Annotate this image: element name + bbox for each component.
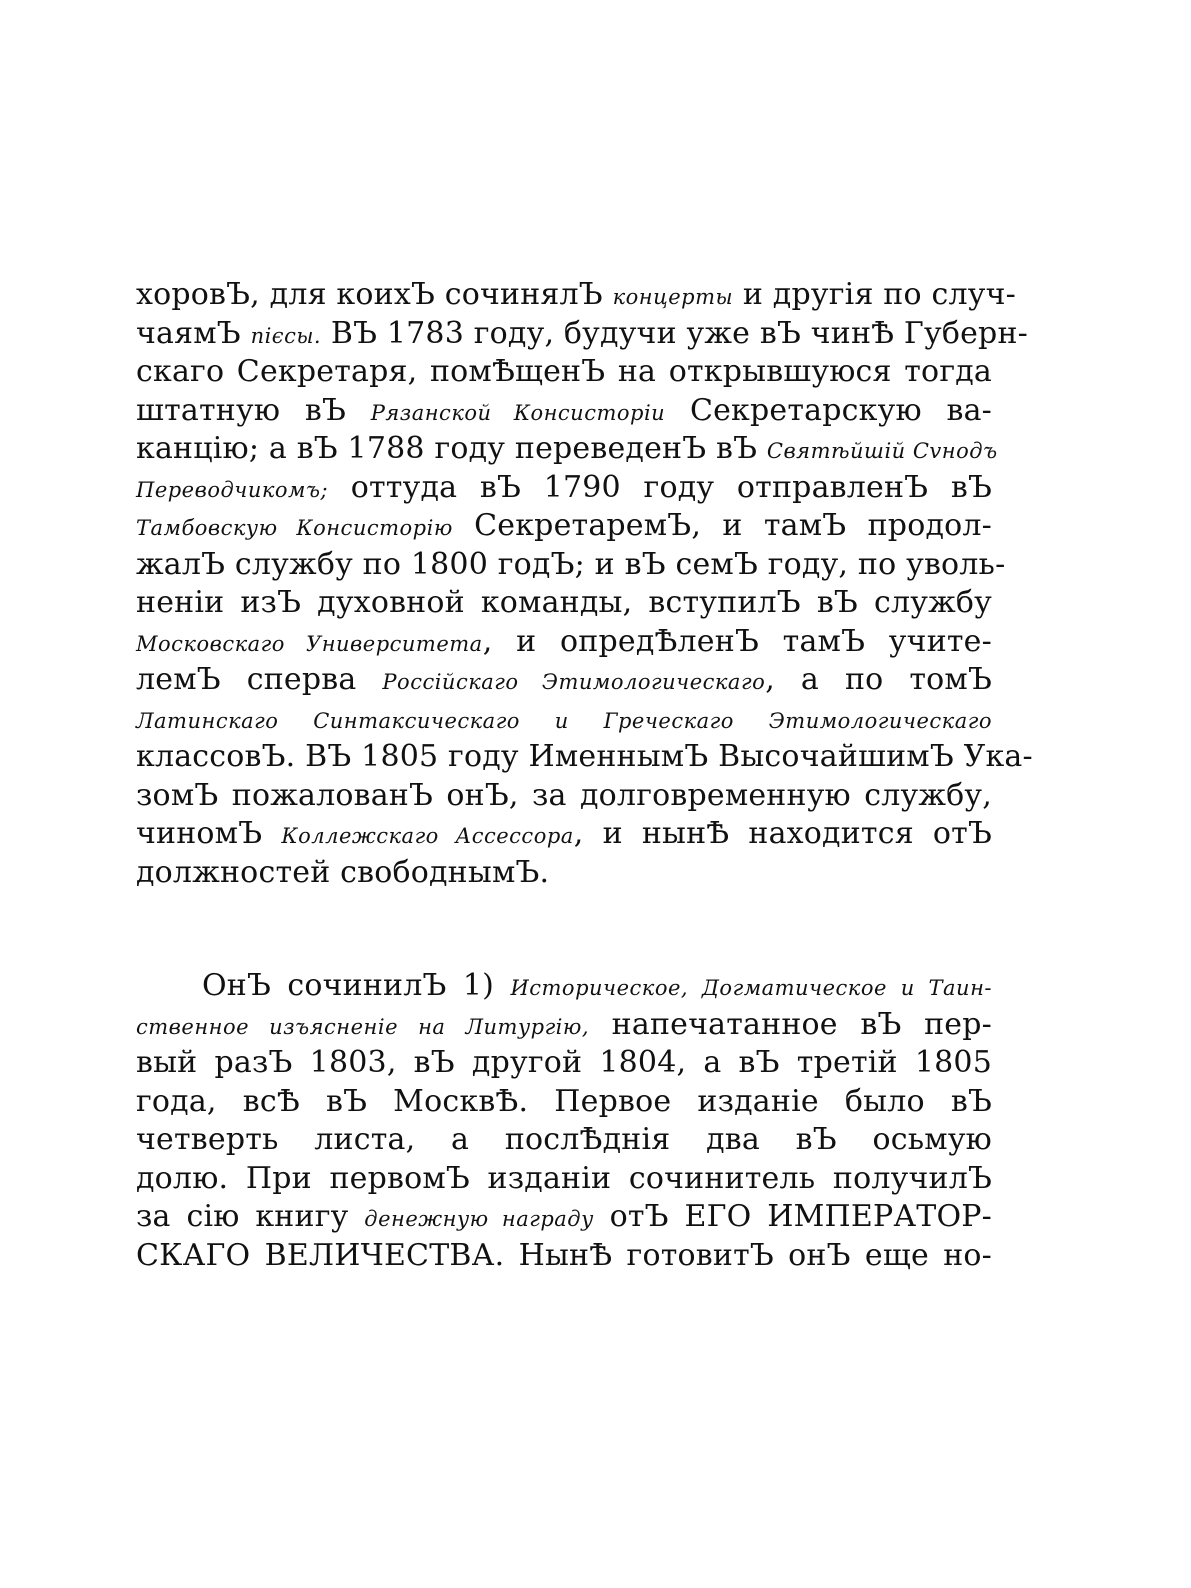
text-line xyxy=(136,276,1016,315)
text-line xyxy=(136,546,1006,585)
text-segment: , и опредѢленЪ тамЪ учите- xyxy=(482,623,992,659)
italic-text: Тамбовскую Консисторію xyxy=(136,516,453,540)
text-segment: , и нынѢ находится отЪ xyxy=(573,816,992,851)
text-segment: напечатанное вЪ пер- xyxy=(589,1006,992,1042)
italic-text: Переводчикомъ; xyxy=(136,477,329,502)
italic-text: Россійскаго Этимологическаго xyxy=(382,670,766,694)
text-line xyxy=(136,507,992,546)
text-segment: должностей свободнымЪ. xyxy=(136,854,550,890)
text-segment: чиномЪ xyxy=(136,816,282,851)
text-segment: неніи изЪ духовной команды, вступилЪ вЪ службу xyxy=(136,585,992,620)
text-line xyxy=(136,967,992,1006)
text-segment: штатную вЪ xyxy=(136,392,371,428)
text-line xyxy=(136,777,992,816)
text-line xyxy=(136,700,992,739)
italic-text: Московскаго Университета xyxy=(136,631,483,656)
text-line xyxy=(136,623,992,662)
italic-text: Латинскаго Синтаксическаго и Греческаго Этимологическаго xyxy=(136,708,992,733)
text-line xyxy=(136,584,992,623)
text-line xyxy=(136,1160,992,1199)
italic-text: Святѣйшій Сvнодъ xyxy=(766,439,998,463)
text-segment: СекретаремЪ, и тамЪ продол- xyxy=(452,508,992,543)
text-line xyxy=(136,854,992,893)
text-segment: СКАГО ВЕЛИЧЕСТВА. НынѢ готовитЪ онЪ еще но- xyxy=(136,1237,992,1273)
text-segment: четверть листа, а послѢднія два вЪ осьмую xyxy=(136,1122,992,1157)
italic-text: ственное изъясненіе на Литургію, xyxy=(136,1014,590,1039)
text-segment: зомЪ пожалованЪ онЪ, за долговременную службу, xyxy=(136,777,992,813)
text-line xyxy=(136,738,1033,777)
italic-text: Историческое, Догматическое и Таин- xyxy=(510,976,992,1000)
text-segment: и другія по случ- xyxy=(733,277,1016,312)
text-line xyxy=(136,661,992,700)
text-line xyxy=(136,469,992,508)
text-segment: ВЪ 1783 году, будучи уже вЪ чинѢ Губерн- xyxy=(321,315,1028,351)
text-segment: классовЪ. ВЪ 1805 году ИменнымЪ ВысочайшимЪ Ука- xyxy=(136,739,1033,774)
text-line xyxy=(136,815,992,854)
italic-text: денежную награду xyxy=(364,1207,594,1231)
text-line xyxy=(136,392,992,431)
text-line xyxy=(136,1083,992,1122)
text-segment: лемЪ сперва xyxy=(136,662,383,697)
text-segment: отЪ ЕГО ИМПЕРАТОР- xyxy=(593,1199,993,1234)
italic-text: Коллежскаго Ассессора xyxy=(281,824,574,848)
text-segment: Секретарскую ва- xyxy=(665,392,993,428)
italic-text: концерты xyxy=(612,285,734,309)
italic-text: Рязанской Консисторіи xyxy=(370,400,666,425)
text-line xyxy=(136,353,992,392)
text-segment: года, всѢ вЪ МосквѢ. Первое изданіе было вЪ xyxy=(136,1083,992,1119)
text-segment: чаямЪ xyxy=(136,315,251,351)
text-segment: ОнЪ сочинилЪ 1) xyxy=(202,968,511,1003)
text-line xyxy=(136,315,1028,354)
text-segment: , а по томЪ xyxy=(765,662,992,697)
text-segment: оттуда вЪ 1790 году отправленЪ вЪ xyxy=(328,469,992,505)
text-line xyxy=(136,1044,992,1083)
text-line xyxy=(136,1198,992,1237)
text-segment: хоровЪ, для коихЪ сочинялЪ xyxy=(136,277,613,312)
paragraph-2 xyxy=(136,967,992,1275)
text-segment: жалЪ службу по 1800 годЪ; и вЪ семЪ году, по уволь- xyxy=(136,546,1006,582)
text-line xyxy=(136,1237,992,1276)
text-segment: за сію книгу xyxy=(136,1199,365,1234)
text-segment: скаго Секретаря, помѢщенЪ на открывшуюся тогда xyxy=(136,354,992,389)
text-line xyxy=(136,1121,992,1160)
italic-text: пієсы. xyxy=(250,323,322,348)
text-segment: канцію; а вЪ 1788 году переведенЪ вЪ xyxy=(136,431,767,466)
text-segment: вый разЪ 1803, вЪ другой 1804, а вЪ третій 1805 xyxy=(136,1045,992,1080)
text-line xyxy=(136,1006,992,1045)
text-segment: долю. При первомЪ изданіи сочинитель получилЪ xyxy=(136,1160,992,1196)
text-line xyxy=(136,430,998,469)
paragraph-1 xyxy=(136,276,1033,892)
